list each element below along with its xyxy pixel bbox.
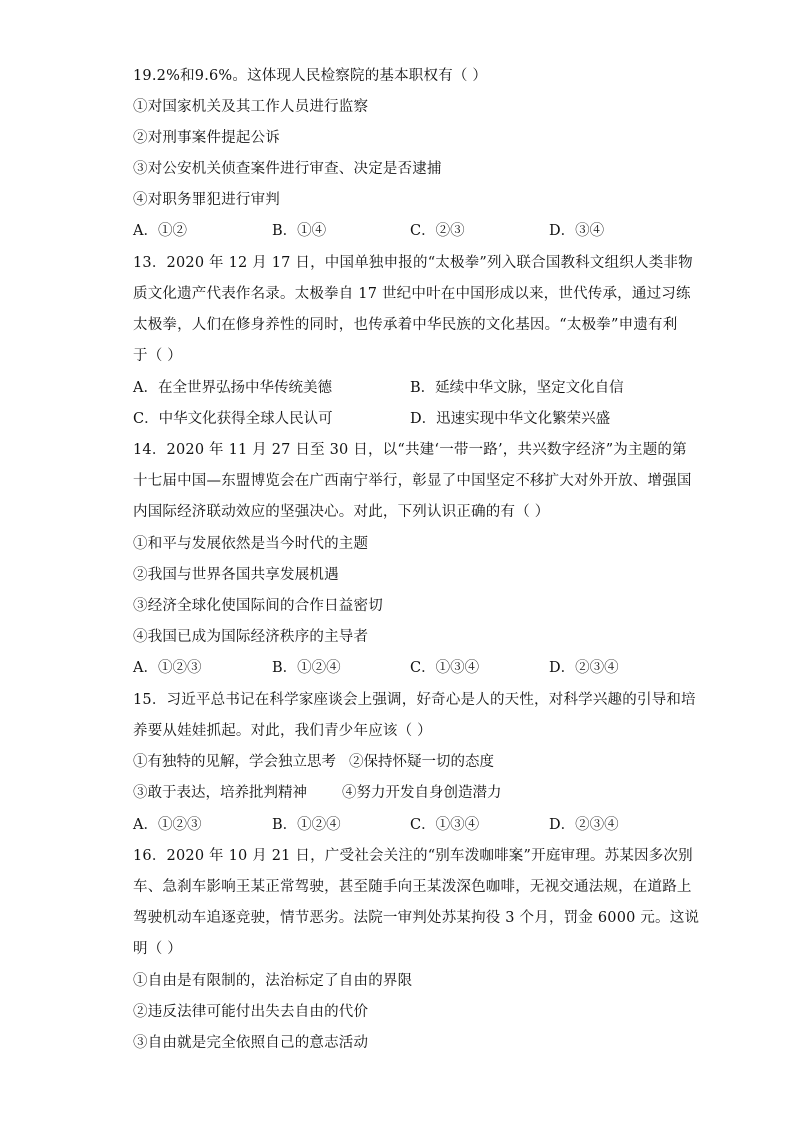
q12-option-c[interactable]: C．②③ bbox=[410, 223, 465, 239]
q12-option-a[interactable]: A．①② bbox=[133, 223, 187, 239]
q14-stem-line-1: 14．2020 年 11 月 27 日至 30 日，以“共建‘一带一路’，共兴数字经济”为主题的第 bbox=[133, 442, 687, 458]
q13-stem-line-3: 太极拳，人们在修身养性的同时，也传承着中华民族的文化基因。“太极拳”申遗有利 bbox=[133, 317, 678, 333]
q12-stem-continuation: 19.2%和9.6%。这体现人民检察院的基本职权有（ ） bbox=[133, 68, 488, 84]
q16-stem-line-4: 明（ ） bbox=[133, 941, 182, 957]
q14-option-d[interactable]: D．②③④ bbox=[549, 660, 619, 676]
q16-item-2: ②违反法律可能付出失去自由的代价 bbox=[133, 1004, 369, 1020]
q14-item-3: ③经济全球化使国际间的合作日益密切 bbox=[133, 598, 383, 614]
q14-option-a[interactable]: A．①②③ bbox=[133, 660, 202, 676]
q12-item-4: ④对职务罪犯进行审判 bbox=[133, 192, 280, 208]
q14-item-1: ①和平与发展依然是当今时代的主题 bbox=[133, 536, 369, 552]
q12-option-b[interactable]: B．①④ bbox=[272, 223, 327, 239]
q16-item-3: ③自由就是完全依照自己的意志活动 bbox=[133, 1035, 369, 1051]
q15-option-a[interactable]: A．①②③ bbox=[133, 817, 202, 833]
q15-stem-line-2: 养要从娃娃抓起。对此，我们青少年应该（ ） bbox=[133, 723, 432, 739]
q12-item-2: ②对刑事案件提起公诉 bbox=[133, 130, 280, 146]
q15-option-c[interactable]: C．①③④ bbox=[410, 817, 480, 833]
q15-item-1: ①有独特的见解，学会独立思考 bbox=[133, 754, 336, 770]
q14-option-c[interactable]: C．①③④ bbox=[410, 660, 480, 676]
q13-option-a[interactable]: A．在全世界弘扬中华传统美德 bbox=[133, 380, 332, 396]
q16-stem-line-1: 16．2020 年 10 月 21 日，广受社会关注的“别车泼咖啡案”开庭审理。苏某因多次别 bbox=[133, 848, 693, 864]
q13-option-b[interactable]: B．延续中华文脉，坚定文化自信 bbox=[410, 380, 624, 396]
q12-item-1: ①对国家机关及其工作人员进行监察 bbox=[133, 99, 369, 115]
q13-option-c[interactable]: C．中华文化获得全球人民认可 bbox=[133, 411, 333, 427]
q14-option-b[interactable]: B．①②④ bbox=[272, 660, 341, 676]
q12-option-d[interactable]: D．③④ bbox=[549, 223, 605, 239]
q13-stem-line-4: 于（ ） bbox=[133, 348, 182, 364]
q16-stem-line-2: 车、急刹车影响王某正常驾驶，甚至随手向王某泼深色咖啡，无视交通法规，在道路上 bbox=[133, 879, 692, 895]
q14-item-4: ④我国已成为国际经济秩序的主导者 bbox=[133, 629, 369, 645]
q13-stem-line-2: 质文化遗产代表作名录。太极拳自 17 世纪中叶在中国形成以来，世代传承，通过习练 bbox=[133, 286, 691, 302]
q14-stem-line-2: 十七届中国—东盟博览会在广西南宁举行，彰显了中国坚定不移扩大对外开放、增强国 bbox=[133, 473, 692, 489]
q14-item-2: ②我国与世界各国共享发展机遇 bbox=[133, 567, 339, 583]
q15-item-3: ③敢于表达，培养批判精神 bbox=[133, 785, 307, 801]
q15-option-d[interactable]: D．②③④ bbox=[549, 817, 619, 833]
q16-item-1: ①自由是有限制的，法治标定了自由的界限 bbox=[133, 973, 413, 989]
q12-item-3: ③对公安机关侦查案件进行审查、决定是否逮捕 bbox=[133, 161, 442, 177]
q15-item-2: ②保持怀疑一切的态度 bbox=[349, 754, 494, 770]
q14-stem-line-3: 内国际经济联动效应的坚强决心。对此，下列认识正确的有（ ） bbox=[133, 504, 550, 520]
q13-option-d[interactable]: D．迅速实现中华文化繁荣兴盛 bbox=[410, 411, 611, 427]
q13-stem-line-1: 13．2020 年 12 月 17 日，中国单独申报的“太极拳”列入联合国教科文组织人类非物 bbox=[133, 255, 693, 271]
q15-option-b[interactable]: B．①②④ bbox=[272, 817, 341, 833]
q15-item-4: ④努力开发自身创造潜力 bbox=[342, 785, 502, 801]
q15-stem-line-1: 15．习近平总书记在科学家座谈会上强调，好奇心是人的天性，对科学兴趣的引导和培 bbox=[133, 692, 696, 708]
q16-stem-line-3: 驾驶机动车追逐竞驶，情节恶劣。法院一审判处苏某拘役 3 个月，罚金 6000 元。这说 bbox=[133, 910, 700, 926]
